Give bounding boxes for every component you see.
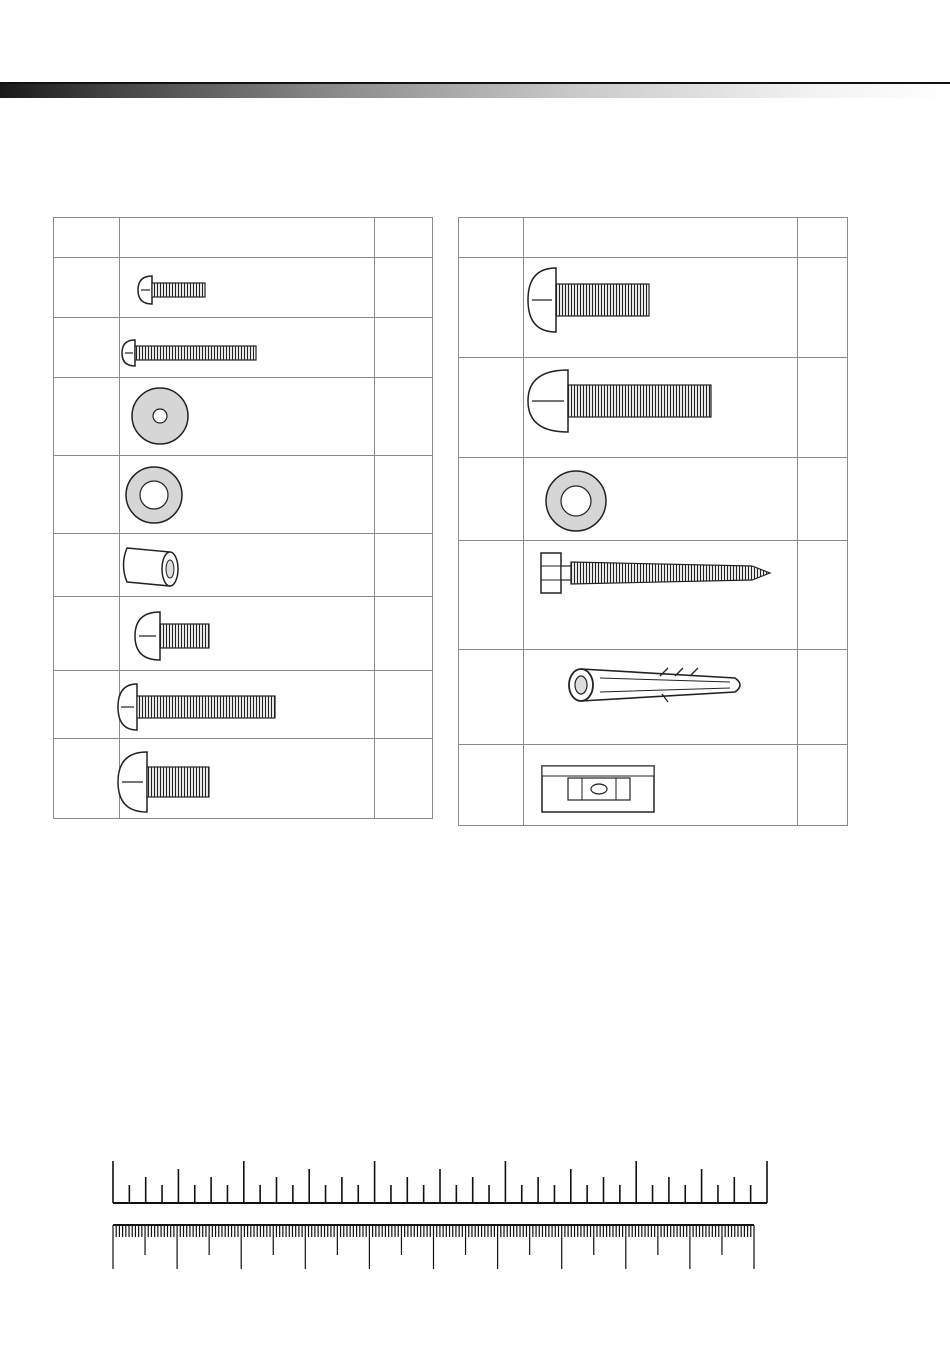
ruler-top (113, 1161, 767, 1203)
ruler-bottom (113, 1225, 754, 1269)
